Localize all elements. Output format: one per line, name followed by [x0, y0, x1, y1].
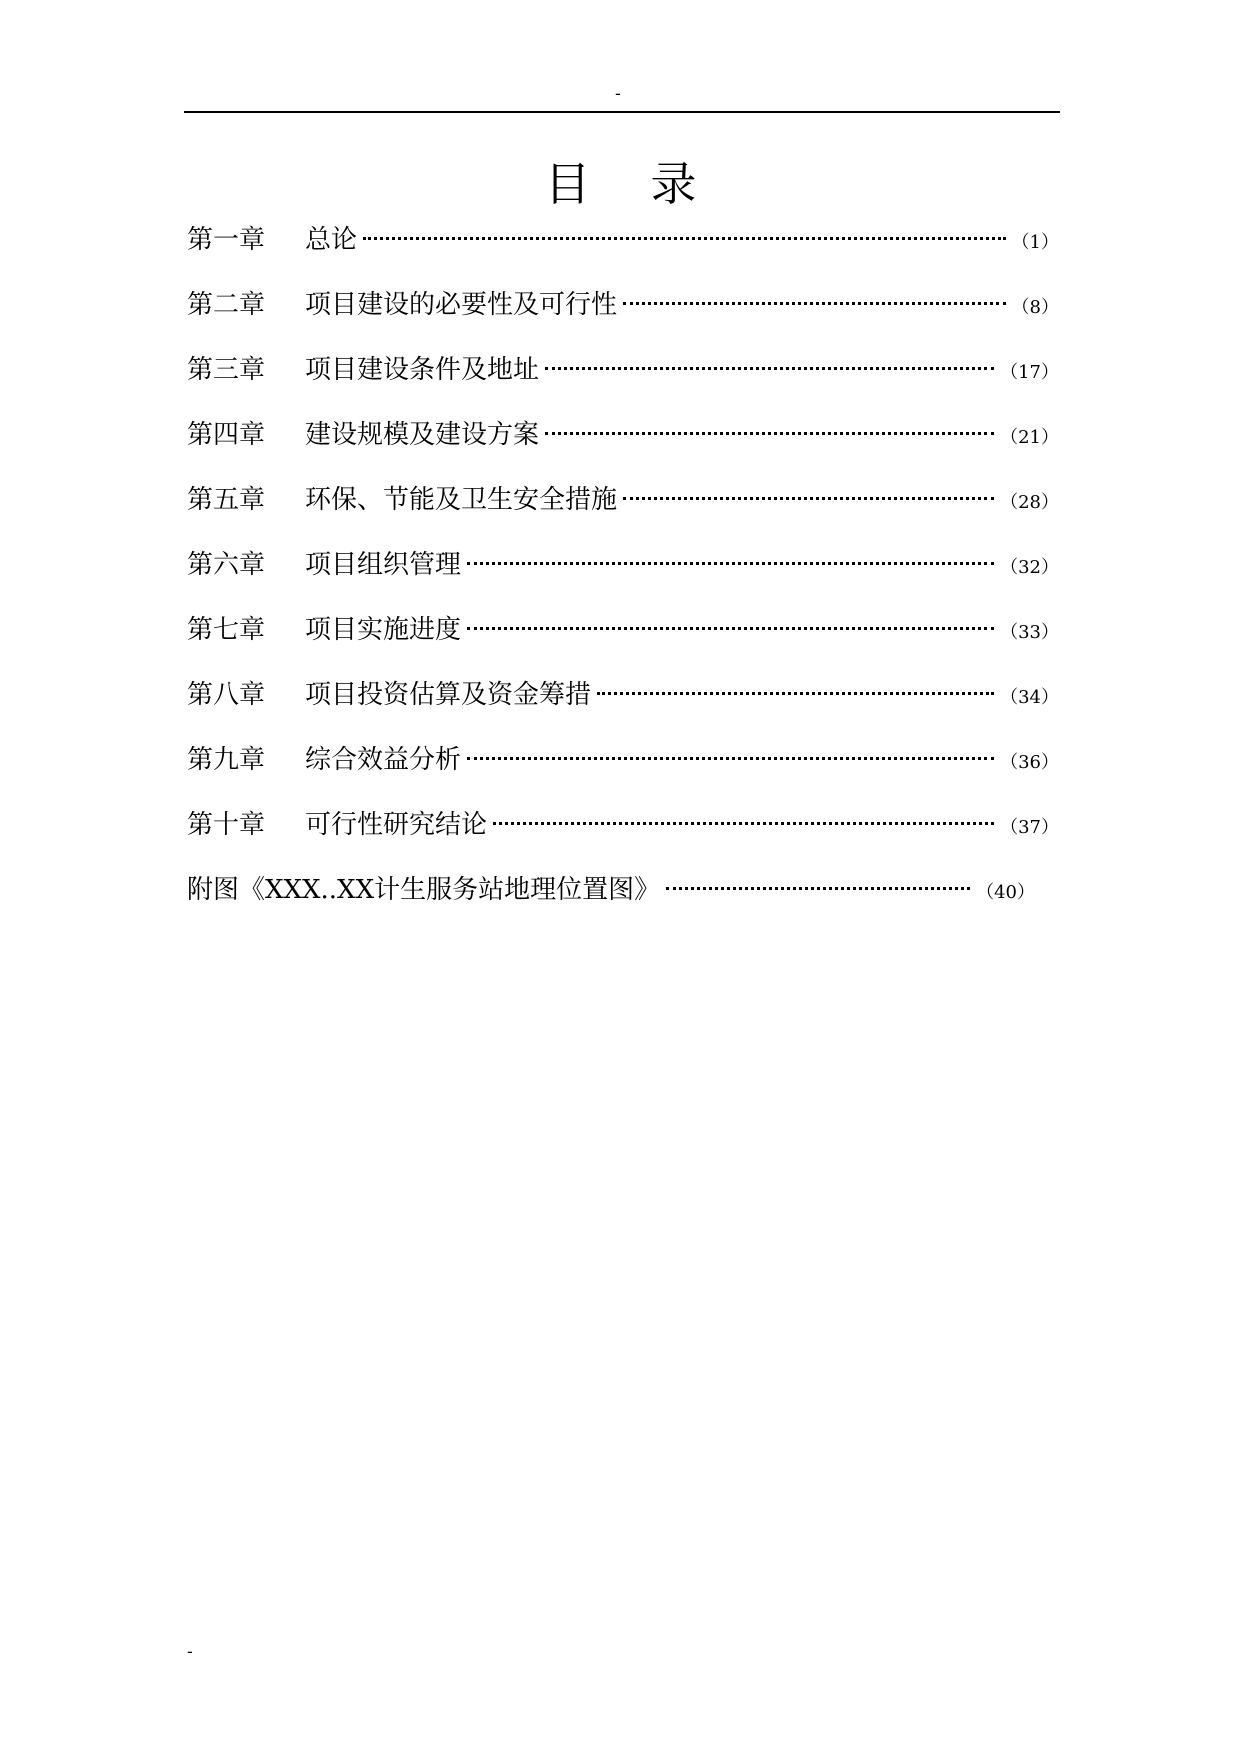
toc-leader: [623, 497, 994, 500]
toc-leader: [666, 887, 970, 890]
footer-mark: -: [187, 1642, 193, 1661]
toc-leader: [545, 367, 994, 370]
toc-page-number: （8）: [1011, 297, 1059, 318]
toc-title: 建设规模及建设方案: [305, 420, 540, 450]
toc-page-number: （28）: [1000, 492, 1059, 513]
toc-leader: [597, 692, 994, 695]
toc-title: 环保、节能及卫生安全措施: [305, 485, 618, 515]
toc-title: 项目建设的必要性及可行性: [305, 290, 618, 320]
toc-list: [187, 222, 1059, 937]
toc-title: 项目组织管理: [305, 550, 462, 580]
toc-leader: [467, 562, 994, 565]
toc-page-number: （40）: [976, 882, 1035, 903]
toc-chapter: 第一章: [187, 225, 266, 255]
toc-leader: [467, 627, 994, 630]
toc-page-number: （1）: [1011, 232, 1059, 253]
toc-entry-2[interactable]: [187, 287, 1059, 352]
toc-entry-8[interactable]: [187, 677, 1059, 742]
toc-page-number: （36）: [1000, 752, 1059, 773]
toc-leader: [545, 432, 994, 435]
toc-page-number: （17）: [1000, 362, 1059, 383]
toc-title: 项目投资估算及资金筹措: [305, 680, 592, 710]
toc-entry-10[interactable]: [187, 807, 1059, 872]
toc-page-number: （21）: [1000, 427, 1059, 448]
toc-page-number: （33）: [1000, 622, 1059, 643]
toc-entry-1[interactable]: [187, 222, 1059, 287]
toc-page-number: （34）: [1000, 687, 1059, 708]
toc-entry-9[interactable]: [187, 742, 1059, 807]
toc-leader: [363, 237, 1006, 240]
page-title: 目录: [544, 157, 757, 211]
toc-entry-appendix[interactable]: [187, 872, 1035, 937]
toc-chapter: 第六章: [187, 550, 266, 580]
toc-entry-7[interactable]: [187, 612, 1059, 677]
toc-title: 总论: [305, 225, 358, 255]
toc-leader: [467, 757, 994, 760]
toc-entry-6[interactable]: [187, 547, 1059, 612]
header-mark: -: [615, 84, 621, 103]
toc-entry-5[interactable]: [187, 482, 1059, 547]
toc-page-number: （32）: [1000, 557, 1059, 578]
toc-leader: [493, 822, 994, 825]
toc-chapter: 第八章: [187, 680, 266, 710]
toc-entry-4[interactable]: [187, 417, 1059, 482]
toc-chapter: 第五章: [187, 485, 266, 515]
toc-title: 综合效益分析: [305, 745, 462, 775]
toc-chapter: 第三章: [187, 355, 266, 385]
toc-title: 项目建设条件及地址: [305, 355, 540, 385]
header-rule: [184, 111, 1060, 113]
toc-chapter: 第十章: [187, 810, 266, 840]
toc-entry-3[interactable]: [187, 352, 1059, 417]
toc-chapter: 第七章: [187, 615, 266, 645]
toc-chapter: 第四章: [187, 420, 266, 450]
toc-title: 附图《XXX..XX计生服务站地理位置图》: [187, 875, 661, 905]
toc-chapter: 第二章: [187, 290, 266, 320]
toc-page-number: （37）: [1000, 817, 1059, 838]
toc-title: 可行性研究结论: [305, 810, 488, 840]
toc-leader: [623, 302, 1006, 305]
toc-title: 项目实施进度: [305, 615, 462, 645]
toc-chapter: 第九章: [187, 745, 266, 775]
